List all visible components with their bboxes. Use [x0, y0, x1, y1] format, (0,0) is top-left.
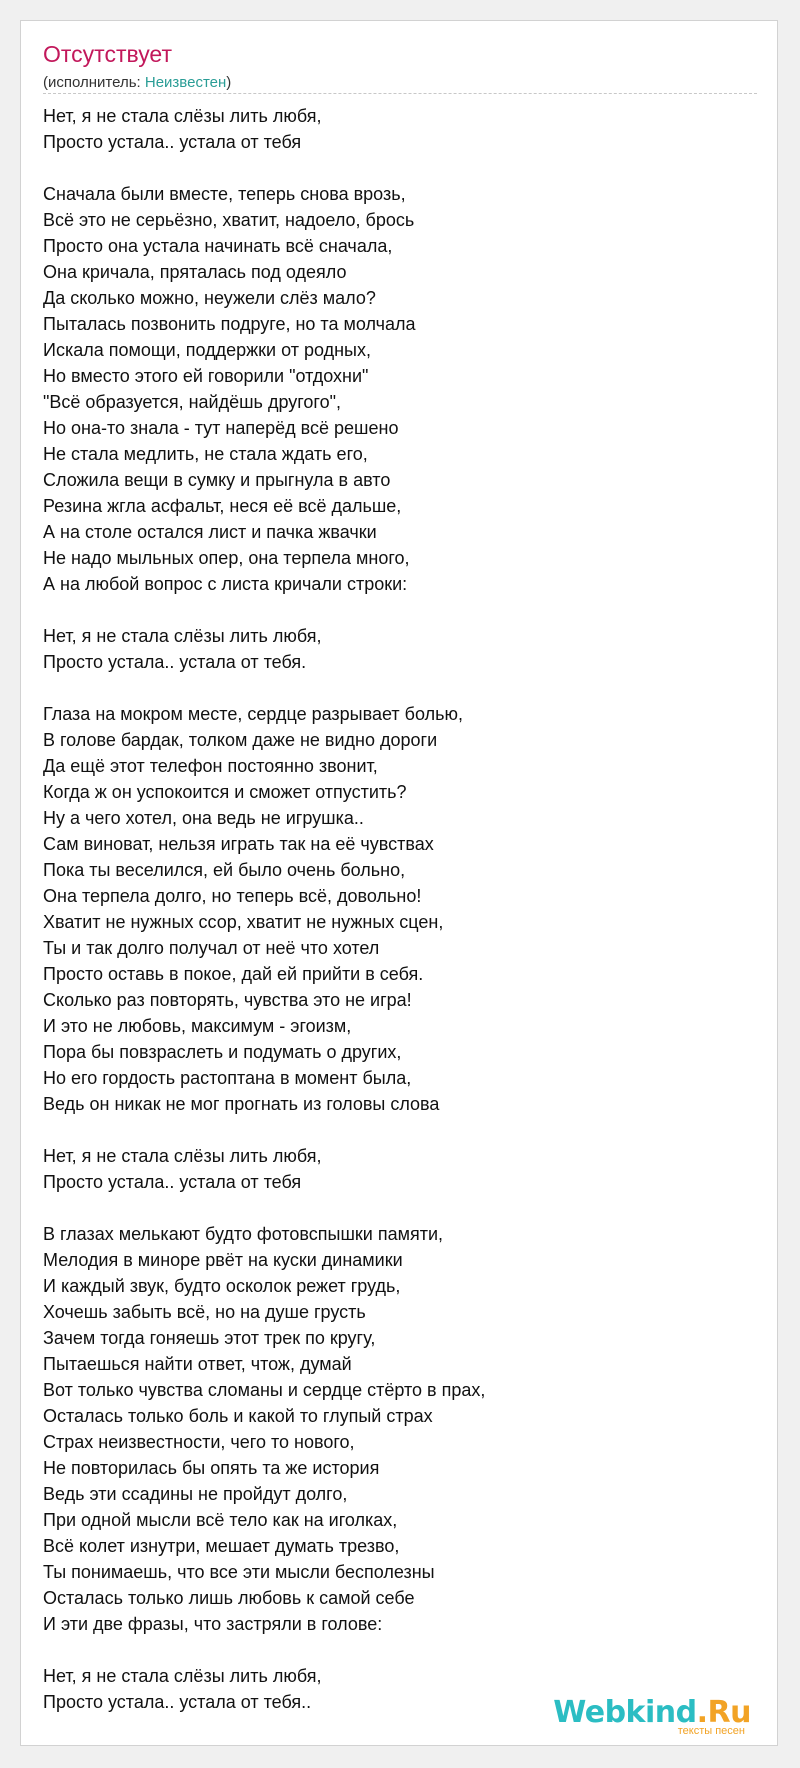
- lyric-line: Нет, я не стала слёзы лить любя,: [43, 626, 322, 646]
- artist-line: [43, 74, 231, 91]
- lyric-line: Пыталась позвонить подруге, но та молчала: [43, 314, 416, 334]
- lyric-line: Вот только чувства сломаны и сердце стёрто в прах,: [43, 1380, 486, 1400]
- lyric-line: Ну а чего хотел, она ведь не игрушка..: [43, 808, 364, 828]
- lyric-line: В голове бардак, толком даже не видно дороги: [43, 730, 438, 750]
- lyric-line: Не повторилась бы опять та же история: [43, 1458, 380, 1478]
- stanza: [43, 623, 753, 675]
- lyric-line: Да ещё этот телефон постоянно звонит,: [43, 756, 378, 776]
- lyric-line: Просто оставь в покое, дай ей прийти в себя.: [43, 964, 424, 984]
- lyric-line: Но она-то знала - тут наперёд всё решено: [43, 418, 399, 438]
- lyric-line: При одной мысли всё тело как на иголках,: [43, 1510, 398, 1530]
- lyrics-text: [43, 103, 753, 1741]
- lyric-line: И каждый звук, будто осколок режет грудь,: [43, 1276, 401, 1296]
- header-divider: [43, 93, 757, 94]
- lyric-line: Глаза на мокром месте, сердце разрывает болью,: [43, 704, 463, 724]
- stanza: [43, 1143, 753, 1195]
- lyric-line: В глазах мелькают будто фотовспышки памяти,: [43, 1224, 443, 1244]
- lyric-line: Искала помощи, поддержки от родных,: [43, 340, 371, 360]
- lyric-line: Осталась только боль и какой то глупый страх: [43, 1406, 433, 1426]
- lyric-line: Просто устала.. устала от тебя: [43, 132, 302, 152]
- site-logo[interactable]: [553, 1697, 751, 1737]
- lyric-line: Сколько раз повторять, чувства это не игра!: [43, 990, 412, 1010]
- stanza: [43, 1221, 753, 1637]
- lyric-line: Она кричала, пряталась под одеяло: [43, 262, 347, 282]
- lyric-line: Пока ты веселился, ей было очень больно,: [43, 860, 406, 880]
- lyric-line: Но вместо этого ей говорили "отдохни": [43, 366, 369, 386]
- lyric-line: Страх неизвестности, чего то нового,: [43, 1432, 355, 1452]
- lyric-line: Зачем тогда гоняешь этот трек по кругу,: [43, 1328, 376, 1348]
- lyric-line: Пора бы повзраслеть и подумать о других,: [43, 1042, 402, 1062]
- lyric-line: Сам виноват, нельзя играть так на её чувствах: [43, 834, 434, 854]
- lyric-line: Просто устала.. устала от тебя: [43, 1172, 302, 1192]
- lyric-line: Но его гордость растоптана в момент была,: [43, 1068, 412, 1088]
- lyric-line: Просто она устала начинать всё сначала,: [43, 236, 393, 256]
- lyric-line: Не стала медлить, не стала ждать его,: [43, 444, 368, 464]
- lyric-line: Ты и так долго получал от неё что хотел: [43, 938, 380, 958]
- logo-tagline: тексты песен: [677, 1725, 745, 1737]
- lyric-line: Осталась только лишь любовь к самой себе: [43, 1588, 415, 1608]
- lyric-line: Хватит не нужных ссор, хватит не нужных сцен,: [43, 912, 444, 932]
- artist-suffix: ): [226, 74, 232, 91]
- lyric-line: Мелодия в миноре рвёт на куски динамики: [43, 1250, 403, 1270]
- logo-name: Webkind: [553, 1695, 697, 1730]
- lyric-line: "Всё образуется, найдёшь другого",: [43, 392, 342, 412]
- lyric-line: Ты понимаешь, что все эти мысли бесполезны: [43, 1562, 435, 1582]
- lyric-line: А на любой вопрос с листа кричали строки:: [43, 574, 408, 594]
- lyric-line: Когда ж он успокоится и сможет отпустить?: [43, 782, 407, 802]
- artist-prefix: (исполнитель:: [43, 74, 145, 91]
- lyric-line: Всё колет изнутри, мешает думать трезво,: [43, 1536, 400, 1556]
- lyric-line: Хочешь забыть всё, но на душе грусть: [43, 1302, 366, 1322]
- song-title: Отсутствует: [43, 41, 172, 67]
- lyric-line: Просто устала.. устала от тебя.: [43, 652, 307, 672]
- lyric-line: И это не любовь, максимум - эгоизм,: [43, 1016, 352, 1036]
- lyric-line: Она терпела долго, но теперь всё, довольно!: [43, 886, 422, 906]
- lyric-line: Резина жгла асфальт, неся её всё дальше,: [43, 496, 402, 516]
- lyric-line: Просто устала.. устала от тебя..: [43, 1692, 312, 1712]
- lyric-line: Сложила вещи в сумку и прыгнула в авто: [43, 470, 391, 490]
- stanza: [43, 181, 753, 597]
- lyrics-card: [20, 20, 778, 1746]
- stanza: [43, 103, 753, 155]
- lyric-line: Нет, я не стала слёзы лить любя,: [43, 106, 322, 126]
- lyric-line: Нет, я не стала слёзы лить любя,: [43, 1146, 322, 1166]
- lyric-line: А на столе остался лист и пачка жвачки: [43, 522, 377, 542]
- stanza: [43, 701, 753, 1117]
- artist-link[interactable]: Неизвестен: [144, 74, 227, 91]
- lyric-line: Не надо мыльных опер, она терпела много,: [43, 548, 410, 568]
- lyric-line: Сначала были вместе, теперь снова врозь,: [43, 184, 406, 204]
- lyric-line: И эти две фразы, что застряли в голове:: [43, 1614, 383, 1634]
- lyric-line: Ведь он никак не мог прогнать из головы слова: [43, 1094, 440, 1114]
- lyric-line: Всё это не серьёзно, хватит, надоело, брось: [43, 210, 415, 230]
- logo-suffix: .Ru: [696, 1695, 751, 1730]
- lyric-line: Пытаешься найти ответ, чтож, думай: [43, 1354, 352, 1374]
- lyric-line: Ведь эти ссадины не пройдут долго,: [43, 1484, 348, 1504]
- lyric-line: Да сколько можно, неужели слёз мало?: [43, 288, 376, 308]
- lyric-line: Нет, я не стала слёзы лить любя,: [43, 1666, 322, 1686]
